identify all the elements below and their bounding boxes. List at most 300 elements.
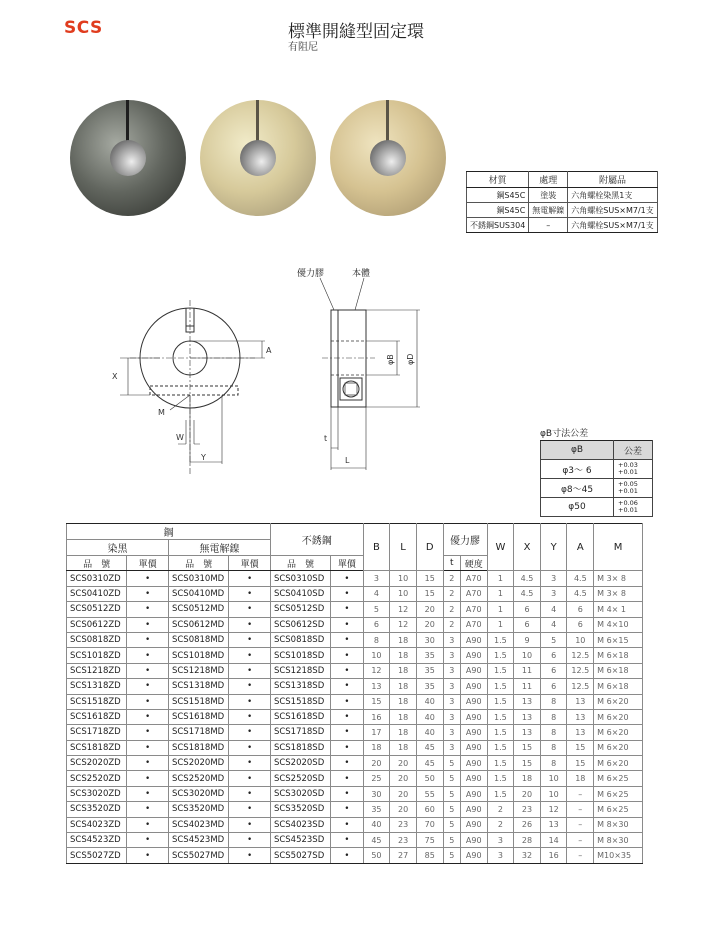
spec-cell: 1 [487,617,514,632]
spec-cell: SCS3520MD [168,802,228,817]
dim-L: L [345,456,350,465]
spec-cell: 8 [540,740,567,755]
spec-cell: • [127,679,169,694]
spec-cell: 50 [363,848,390,863]
spec-cell: 6 [567,602,594,617]
spec-cell: 18 [514,771,541,786]
spec-cell: • [331,848,363,863]
spec-cell: SCS0818SD [270,632,330,647]
spec-cell: SCS2520MD [168,771,228,786]
tolerance-value [614,460,653,479]
spec-cell: 11 [514,663,541,678]
spec-cell: 13 [567,725,594,740]
spec-cell: 3 [443,709,460,724]
spec-cell: 32 [514,848,541,863]
spec-cell: SCS5027MD [168,848,228,863]
spec-cell: 18 [390,740,417,755]
spec-cell: SCS0818MD [168,632,228,647]
spec-cell: M 6×20 [594,694,643,709]
spec-cell: SCS0512ZD [67,602,127,617]
spec-cell: • [331,740,363,755]
spec-cell: • [331,571,363,586]
spec-cell: 4 [540,602,567,617]
spec-table [66,523,643,864]
spec-cell: 40 [416,709,443,724]
spec-cell: • [127,725,169,740]
spec-row [67,740,643,755]
spec-cell: 3 [443,679,460,694]
spec-cell: 5 [443,771,460,786]
dim-A: A [266,346,272,355]
spec-cell: 16 [540,848,567,863]
spec-cell: SCS1718SD [270,725,330,740]
spec-cell: 2 [443,586,460,601]
spec-cell: 2 [443,617,460,632]
spec-cell: SCS0612SD [270,617,330,632]
spec-cell: SCS1318ZD [67,679,127,694]
spec-cell: SCS2020SD [270,756,330,771]
spec-cell: 4 [363,586,390,601]
spec-cell: 20 [416,602,443,617]
spec-cell: SCS1218MD [168,663,228,678]
spec-cell: 3 [487,833,514,848]
dim-W: W [176,433,184,442]
spec-cell: 6 [540,663,567,678]
spec-cell: M 6×20 [594,756,643,771]
spec-cell: 18 [390,663,417,678]
header-nickel: 無電解鎳 [168,540,270,556]
front-view [120,300,265,475]
spec-cell: 3 [443,663,460,678]
tolerance-row [541,498,653,517]
spec-cell: SCS1218SD [270,663,330,678]
materials-cell: 鋼S45C [467,203,529,218]
spec-cell: • [229,694,271,709]
spec-cell: SCS1518ZD [67,694,127,709]
dim-X: X [112,372,118,381]
spec-cell: SCS3020SD [270,786,330,801]
spec-cell: A90 [460,648,487,663]
spec-cell: A90 [460,817,487,832]
spec-cell: 10 [567,632,594,647]
header-hardness: 硬度 [460,556,487,571]
spec-row [67,833,643,848]
tolerance-lower: +0.01 [618,506,638,514]
spec-cell: 20 [390,786,417,801]
spec-cell: 8 [540,709,567,724]
dim-phiB: φB [386,354,395,365]
spec-cell: M 4× 1 [594,602,643,617]
spec-cell: 5 [443,817,460,832]
spec-row [67,586,643,601]
spec-cell: 5 [443,756,460,771]
spec-row [67,817,643,832]
spec-cell: 27 [390,848,417,863]
spec-cell: • [127,833,169,848]
spec-cell: • [127,586,169,601]
spec-cell: • [229,648,271,663]
spec-cell: SCS1818ZD [67,740,127,755]
spec-cell: SCS1018SD [270,648,330,663]
spec-cell: 13 [514,709,541,724]
spec-row [67,802,643,817]
spec-cell: SCS0512SD [270,602,330,617]
spec-cell: M 3× 8 [594,571,643,586]
spec-cell: 6 [567,617,594,632]
spec-cell: 8 [540,725,567,740]
spec-cell: 15 [363,694,390,709]
spec-cell: • [229,663,271,678]
spec-cell: SCS1518SD [270,694,330,709]
spec-cell: SCS4023MD [168,817,228,832]
side-view [320,278,420,470]
spec-cell: • [229,786,271,801]
dim-phiD: φD [406,353,415,365]
spec-cell: • [331,648,363,663]
spec-cell: SCS2020MD [168,756,228,771]
spec-cell: SCS4523MD [168,833,228,848]
spec-cell: • [331,617,363,632]
header-urethane: 優力膠 [443,524,487,556]
materials-cell: 鋼S45C [467,188,529,203]
tolerance-range: φ50 [541,498,614,517]
spec-cell: 13 [514,694,541,709]
spec-cell: 10 [540,771,567,786]
spec-cell: 13 [514,725,541,740]
spec-row [67,709,643,724]
spec-cell: 3 [540,586,567,601]
header-part-no: 品 號 [67,556,127,571]
dim-t: t [324,434,328,443]
spec-cell: 35 [363,802,390,817]
spec-cell: SCS5027ZD [67,848,127,863]
spec-cell: 12.5 [567,648,594,663]
spec-row [67,756,643,771]
spec-cell: • [229,709,271,724]
spec-cell: 1 [487,602,514,617]
tolerance-header: 公差 [614,441,653,460]
spec-cell: 18 [390,632,417,647]
spec-cell: • [127,817,169,832]
materials-header: 處理 [529,172,568,188]
spec-cell: SCS5027SD [270,848,330,863]
spec-cell: 1.5 [487,756,514,771]
spec-cell: 3 [443,648,460,663]
tolerance-value [614,479,653,498]
spec-cell: – [567,833,594,848]
spec-cell: SCS1618SD [270,709,330,724]
spec-cell: 13 [540,817,567,832]
spec-cell: SCS1618MD [168,709,228,724]
spec-cell: A90 [460,756,487,771]
spec-cell: 1.5 [487,771,514,786]
header-D: D [416,524,443,571]
spec-cell: SCS0310ZD [67,571,127,586]
materials-cell: 六角螺栓SUS×M7/1支 [568,218,658,233]
tolerance-range: φ8〜45 [541,479,614,498]
spec-cell: 40 [416,694,443,709]
spec-cell: SCS0310SD [270,571,330,586]
spec-cell: 40 [416,725,443,740]
page-subtitle: 有阻尼 [288,42,318,53]
spec-cell: 5 [443,802,460,817]
spec-cell: 23 [390,817,417,832]
spec-row [67,786,643,801]
materials-cell: 不銹鋼SUS304 [467,218,529,233]
spec-cell: M 6×18 [594,648,643,663]
spec-cell: • [229,740,271,755]
header-M: M [594,524,643,571]
spec-cell: 15 [416,586,443,601]
spec-cell: SCS3020MD [168,786,228,801]
spec-cell: – [567,786,594,801]
spec-cell: • [127,571,169,586]
spec-cell: 28 [514,833,541,848]
spec-cell: SCS4523ZD [67,833,127,848]
spec-cell: 3 [363,571,390,586]
spec-cell: 12 [390,617,417,632]
spec-cell: • [331,586,363,601]
spec-cell: A90 [460,802,487,817]
spec-cell: 3 [443,725,460,740]
spec-cell: • [331,694,363,709]
spec-cell: 35 [416,663,443,678]
spec-cell: • [331,756,363,771]
spec-cell: M 6×25 [594,802,643,817]
spec-cell: 1 [487,586,514,601]
spec-cell: SCS1818MD [168,740,228,755]
spec-cell: SCS1018MD [168,648,228,663]
header-W: W [487,524,514,571]
spec-cell: A90 [460,848,487,863]
spec-cell: 12 [540,802,567,817]
tolerance-upper: +0.06 [618,499,638,507]
spec-cell: • [229,725,271,740]
spec-cell: • [127,771,169,786]
spec-cell: M 6×20 [594,709,643,724]
spec-cell: SCS0612MD [168,617,228,632]
spec-cell: • [229,771,271,786]
spec-cell: 15 [514,740,541,755]
spec-cell: • [127,709,169,724]
spec-cell: 18 [567,771,594,786]
spec-cell: 17 [363,725,390,740]
spec-cell: SCS3020ZD [67,786,127,801]
spec-cell: A90 [460,771,487,786]
spec-cell: M 6×18 [594,679,643,694]
spec-cell: 18 [363,740,390,755]
tolerance-upper: +0.03 [618,461,638,469]
header-price: 單價 [229,556,271,571]
spec-cell: • [331,786,363,801]
spec-cell: 3 [487,848,514,863]
spec-cell: • [229,817,271,832]
spec-cell: A70 [460,586,487,601]
spec-cell: 1.5 [487,648,514,663]
spec-cell: 45 [416,740,443,755]
spec-cell: SCS1218ZD [67,663,127,678]
spec-cell: 10 [540,786,567,801]
spec-cell: 40 [363,817,390,832]
spec-cell: 6 [363,617,390,632]
spec-cell: 26 [514,817,541,832]
spec-cell: SCS0310MD [168,571,228,586]
spec-cell: 20 [416,617,443,632]
spec-cell: SCS0818ZD [67,632,127,647]
spec-cell: 60 [416,802,443,817]
tolerance-header: φB [541,441,614,460]
spec-row [67,771,643,786]
header-A: A [567,524,594,571]
spec-cell: • [229,679,271,694]
spec-cell: SCS4023SD [270,817,330,832]
spec-cell: 1.5 [487,725,514,740]
spec-cell: • [127,740,169,755]
spec-cell: – [567,817,594,832]
spec-cell: A90 [460,725,487,740]
spec-cell: 8 [540,756,567,771]
spec-cell: 23 [514,802,541,817]
spec-cell: A90 [460,740,487,755]
spec-cell: 4.5 [514,586,541,601]
tolerance-lower: +0.01 [618,468,638,476]
spec-cell: • [229,833,271,848]
spec-cell: 23 [390,833,417,848]
spec-cell: • [229,571,271,586]
header-price: 單價 [127,556,169,571]
spec-cell: SCS1018ZD [67,648,127,663]
spec-cell: 75 [416,833,443,848]
spec-cell: • [331,602,363,617]
spec-cell: • [229,586,271,601]
spec-cell: 1.5 [487,679,514,694]
spec-cell: 20 [390,802,417,817]
spec-cell: M 4×10 [594,617,643,632]
materials-cell: 無電解鎳 [529,203,568,218]
spec-cell: 3 [443,740,460,755]
page-title: 標準開縫型固定環 [288,22,424,42]
spec-cell: 6 [540,679,567,694]
spec-cell: 50 [416,771,443,786]
header-B: B [363,524,390,571]
spec-cell: • [127,617,169,632]
spec-cell: • [229,848,271,863]
spec-cell: M 8×30 [594,817,643,832]
spec-row [67,571,643,586]
spec-cell: A70 [460,617,487,632]
spec-cell: SCS1518MD [168,694,228,709]
tolerance-row [541,479,653,498]
dim-Y: Y [201,453,206,462]
spec-cell: 35 [416,679,443,694]
spec-cell: 4.5 [514,571,541,586]
spec-cell: M10×35 [594,848,643,863]
tolerance-value [614,498,653,517]
spec-cell: • [127,632,169,647]
spec-cell: 10 [363,648,390,663]
spec-cell: A90 [460,679,487,694]
materials-header: 材質 [467,172,529,188]
spec-cell: 10 [390,586,417,601]
spec-cell: 3 [540,571,567,586]
spec-cell: 11 [514,679,541,694]
tolerance-lower: +0.01 [618,487,638,495]
spec-cell: 2 [443,571,460,586]
tolerance-upper: +0.05 [618,480,638,488]
spec-cell: A90 [460,833,487,848]
spec-cell: M 6×25 [594,786,643,801]
spec-cell: M 6×20 [594,740,643,755]
spec-cell: 6 [514,602,541,617]
spec-cell: 12.5 [567,663,594,678]
spec-cell: 16 [363,709,390,724]
header-Y: Y [540,524,567,571]
spec-cell: SCS1818SD [270,740,330,755]
materials-header: 附屬品 [568,172,658,188]
spec-cell: 18 [390,679,417,694]
header-part-no: 品 號 [270,556,330,571]
spec-cell: 18 [390,709,417,724]
header-steel: 鋼 [67,524,271,540]
callout-body: 本體 [352,269,371,279]
spec-cell: A90 [460,694,487,709]
tolerance-title: φB寸法公差 [540,429,589,439]
spec-cell: 2 [487,817,514,832]
spec-cell: SCS1718ZD [67,725,127,740]
spec-cell: 1 [487,571,514,586]
spec-cell: SCS3520SD [270,802,330,817]
materials-cell: 六角螺栓染黑1支 [568,188,658,203]
spec-cell: 8 [363,632,390,647]
spec-cell: 5 [443,786,460,801]
spec-cell: 5 [540,632,567,647]
spec-cell: 15 [514,756,541,771]
tolerance-row [541,460,653,479]
header-part-no: 品 號 [168,556,228,571]
spec-cell: SCS0410MD [168,586,228,601]
spec-cell: M 6×18 [594,663,643,678]
spec-cell: 5 [443,848,460,863]
spec-cell: 55 [416,786,443,801]
spec-cell: SCS0512MD [168,602,228,617]
spec-cell: 20 [390,771,417,786]
spec-cell: – [567,802,594,817]
spec-cell: SCS0612ZD [67,617,127,632]
spec-row [67,679,643,694]
spec-cell: 1.5 [487,786,514,801]
spec-cell: A90 [460,663,487,678]
spec-cell: 4 [540,617,567,632]
materials-cell: – [529,218,568,233]
spec-cell: A70 [460,571,487,586]
spec-cell: M 3× 8 [594,586,643,601]
spec-cell: 15 [567,756,594,771]
spec-cell: – [567,848,594,863]
spec-cell: • [127,848,169,863]
spec-cell: 13 [363,679,390,694]
spec-cell: • [331,771,363,786]
dim-M: M [158,408,165,417]
spec-cell: SCS1718MD [168,725,228,740]
spec-row [67,694,643,709]
spec-cell: 14 [540,833,567,848]
spec-cell: 35 [416,648,443,663]
materials-cell: 塗裝 [529,188,568,203]
spec-cell: • [127,756,169,771]
spec-cell: 12 [390,602,417,617]
spec-cell: • [127,802,169,817]
spec-cell: 45 [416,756,443,771]
